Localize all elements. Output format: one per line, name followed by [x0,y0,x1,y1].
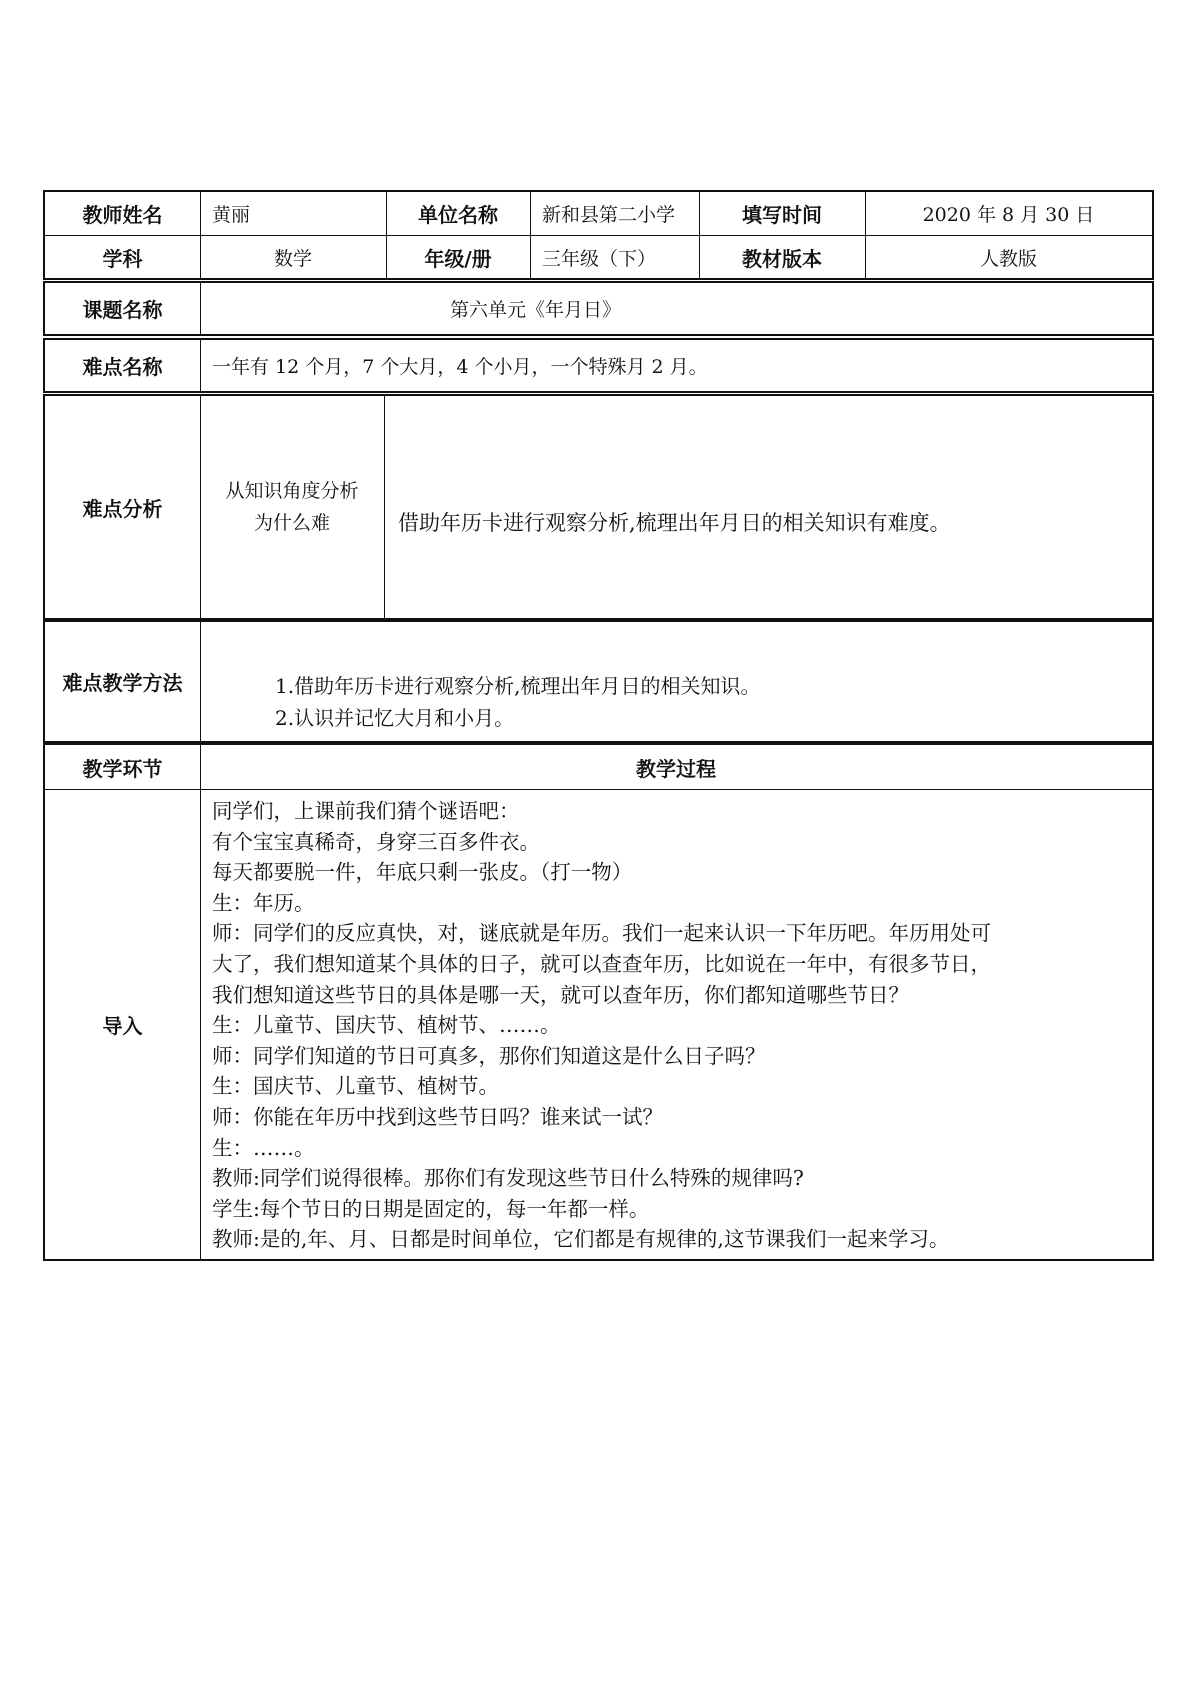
intro-line: 教师:同学们说得很棒。那你们有发现这些节日什么特殊的规律吗? [212,1166,804,1191]
intro-line: 有个宝宝真稀奇，身穿三百多件衣。 [212,829,540,854]
method-item: 2.认识并记忆大月和小月。 [275,706,515,730]
analysis-sub-label-line2: 为什么难 [253,512,330,534]
header-table [43,190,1154,280]
grade-label: 年级/册 [424,247,492,271]
unit-name-label: 单位名称 [418,203,498,227]
analysis-row [43,394,1154,620]
difficulty-label: 难点名称 [82,355,163,379]
intro-line: 同学们，上课前我们猜个谜语吧： [212,799,520,823]
method-list [200,622,1150,741]
intro-label: 导入 [102,1014,143,1038]
fill-date-value: 2020 年 8 月 30 日 [922,204,1095,226]
intro-line: 师：同学们的反应真快，对，谜底就是年历。我们一起来认识一下年历吧。年历用处可 [212,921,991,946]
intro-line: 大了，我们想知道某个具体的日子，就可以查查年历，比如说在一年中，有很多节日， [212,951,991,976]
difficulty-value: 一年有 12 个月，7 个大月，4 个小月，一个特殊月 2 月。 [212,356,708,378]
method-item: 1.借助年历卡进行观察分析,梳理出年月日的相关知识。 [275,674,761,698]
analysis-value: 借助年历卡进行观察分析,梳理出年月日的相关知识有难度。 [398,511,951,535]
teacher-name-label: 教师姓名 [82,203,163,227]
method-row [43,620,1154,743]
difficulty-row [43,338,1154,393]
intro-line: 生：国庆节、儿童节、植树节。 [212,1074,499,1099]
step-header: 教学环节 [82,756,163,781]
intro-line: 生：儿童节、国庆节、植树节、……。 [212,1013,561,1038]
fill-date-label: 填写时间 [742,203,822,227]
method-label: 难点教学方法 [62,671,183,695]
intro-line: 学生:每个节日的日期是固定的，每一年都一样。 [212,1196,650,1221]
intro-line: 师：你能在年历中找到这些节日吗？谁来试一试？ [212,1104,663,1129]
intro-line: 教师:是的,年、月、日都是时间单位，它们都是有规律的,这节课我们一起来学习。 [212,1227,950,1252]
intro-line: 生：年历。 [212,890,315,915]
topic-value: 第六单元《年月日》 [450,299,622,321]
intro-line: 每天都要脱一件，年底只剩一张皮。（打一物） [212,860,633,885]
process-table [43,743,1154,1261]
unit-name-value: 新和县第二小学 [542,204,676,226]
analysis-sub-label-line1: 从知识角度分析 [225,480,359,502]
process-header: 教学过程 [636,756,716,781]
intro-line: 我们想知道这些节日的具体是哪一天，就可以查年历，你们都知道哪些节日？ [212,982,909,1007]
subject-value: 数学 [273,248,312,270]
edition-label: 教材版本 [742,247,822,271]
analysis-sub-label [200,396,384,618]
edition-value: 人教版 [979,248,1037,270]
intro-content [200,790,1152,1259]
intro-line: 师：同学们知道的节日可真多，那你们知道这是什么日子吗？ [212,1043,766,1068]
analysis-label: 难点分析 [82,496,163,521]
subject-label: 学科 [102,247,143,271]
intro-line: 生：……。 [212,1135,315,1160]
teacher-name-value: 黄丽 [212,204,251,226]
topic-label: 课题名称 [82,298,163,322]
grade-value: 三年级（下） [542,248,657,270]
topic-row [43,281,1154,336]
